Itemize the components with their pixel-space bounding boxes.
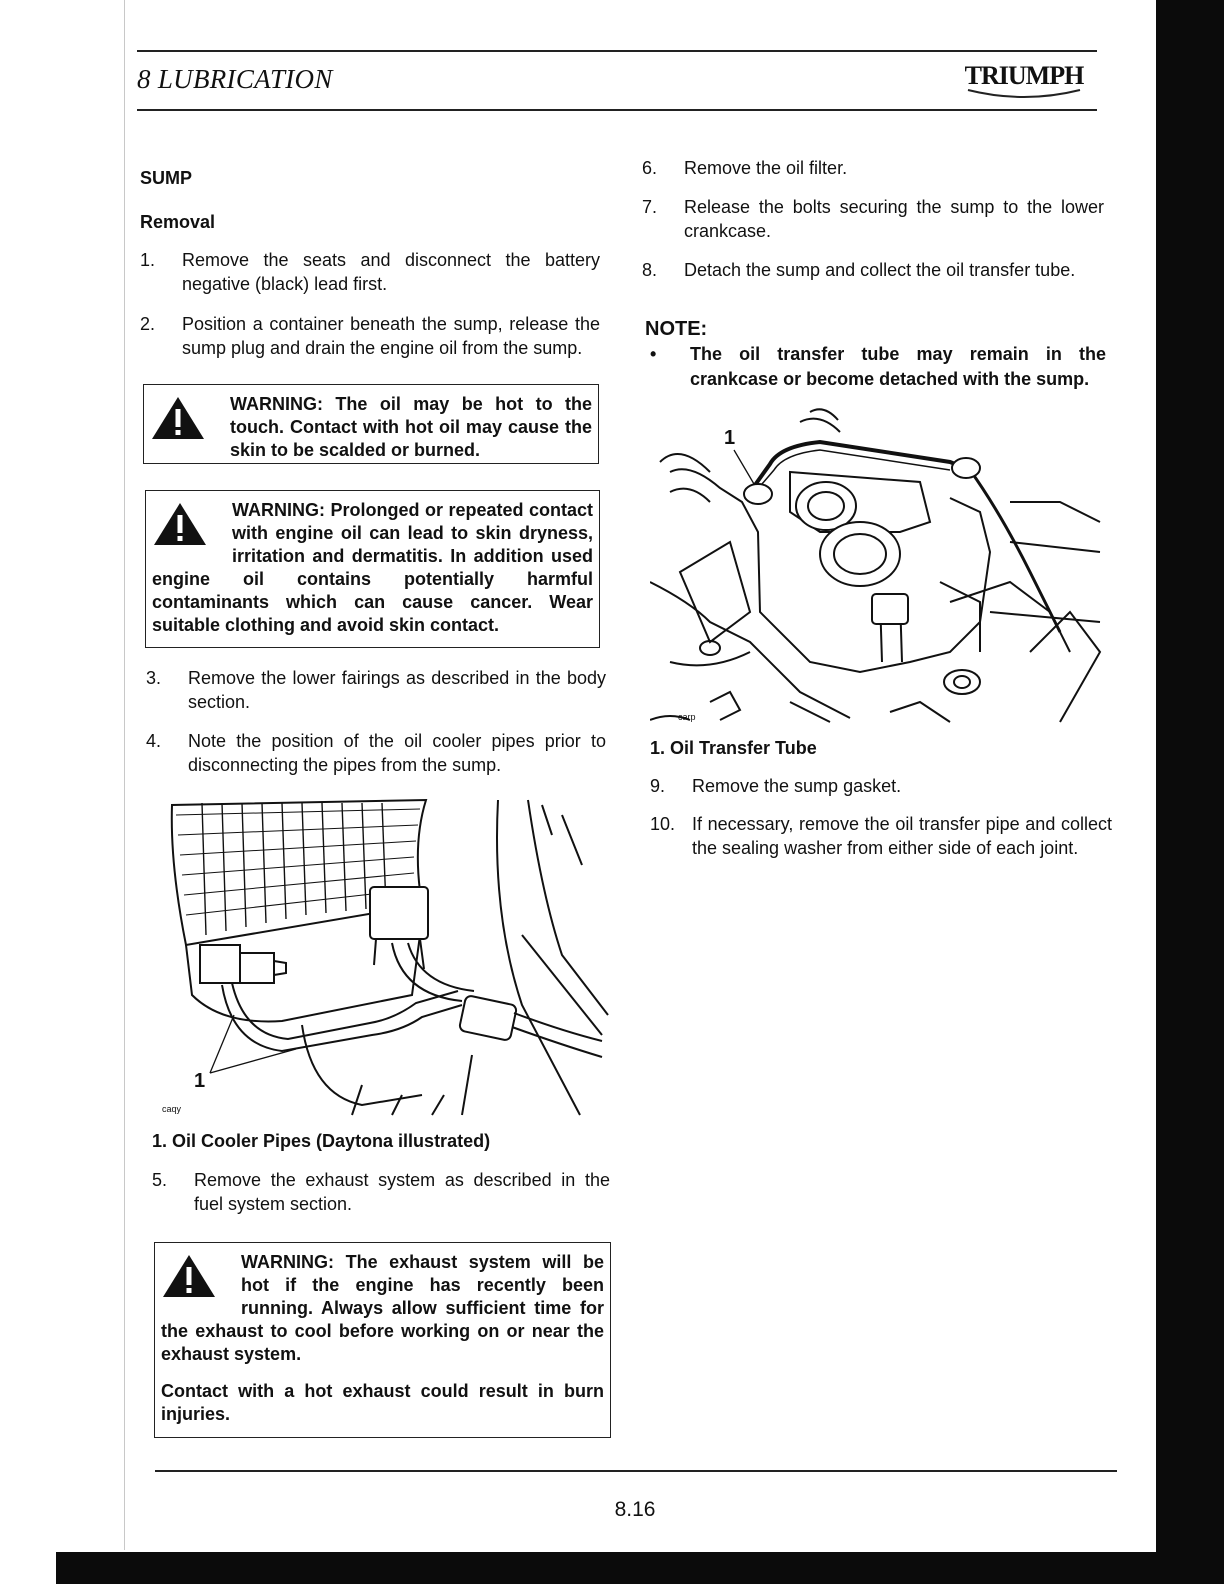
scan-border-bottom (0, 1552, 1160, 1584)
step-number: 5. (152, 1170, 168, 1190)
step-text: If necessary, remove the oil transfer pipe and collect the sealing washer from either side of each joint. (692, 814, 1112, 858)
figure-callout-number: 1 (194, 1070, 206, 1092)
scan-border-right (1156, 0, 1224, 1584)
figure-callout-number: 1 (724, 427, 736, 449)
footer-rule (155, 1470, 1117, 1472)
step-number: 7. (642, 197, 658, 217)
step-number: 6. (642, 158, 658, 178)
step-number: 1. (140, 250, 156, 270)
figure-caption: 1. Oil Transfer Tube (650, 738, 817, 758)
step-number: 3. (146, 668, 162, 688)
step-2 (140, 312, 600, 360)
page-margin-line (124, 0, 125, 1550)
step-text: Note the position of the oil cooler pipes prior to disconnecting the pipes from the sump. (188, 731, 606, 775)
step-3 (146, 666, 606, 714)
step-4 (146, 729, 606, 777)
note-bullet-item (646, 342, 1106, 392)
step-1 (140, 248, 600, 296)
header-bottom-rule (137, 109, 1097, 111)
warning-text: WARNING: Prolonged or repeated contact with engine oil can lead to skin dryness, irritation and dermatitis. In addition used engine oil contains potentially harmful contaminants which can cause cancer. Wear suitable clothing and avoid skin contact. (152, 500, 593, 635)
step-number: 4. (146, 731, 162, 751)
oil-transfer-tube-figure (650, 402, 1102, 724)
warning-text-burn: Contact with a hot exhaust could result in burn injuries. (161, 1381, 604, 1424)
step-text: Detach the sump and collect the oil transfer tube. (684, 260, 1076, 280)
step-6 (642, 156, 1104, 180)
warning-box-hot-oil (143, 384, 599, 464)
step-text: Remove the seats and disconnect the battery negative (black) lead first. (182, 250, 600, 294)
warning-box-prolonged-contact (145, 490, 600, 648)
step-text: Remove the oil filter. (684, 158, 848, 178)
step-text: Position a container beneath the sump, release the sump plug and drain the engine oil from the sump. (182, 314, 600, 358)
oil-cooler-pipes-figure (162, 795, 610, 1120)
warning-text: WARNING: The oil may be hot to the touch. Contact with hot oil may cause the skin to be scalded or burned. (230, 394, 592, 460)
bullet-icon: • (650, 344, 657, 364)
step-text: Remove the sump gasket. (692, 776, 902, 796)
warning-text: WARNING: The exhaust system will be hot if the engine has recently been running. Always allow sufficient time for the exhaust to cool before working on or near the exhaust system. (161, 1252, 604, 1364)
section-title: 8 LUBRICATION (137, 64, 333, 94)
warning-triangle-icon (161, 1253, 217, 1299)
warning-triangle-icon (152, 501, 208, 547)
step-text: Remove the lower fairings as described in the body section. (188, 668, 606, 712)
step-text: Remove the exhaust system as described in the fuel system section. (194, 1170, 610, 1214)
note-text: The oil transfer tube may remain in the crankcase or become detached with the sump. (690, 344, 1106, 389)
note-heading: NOTE: (645, 318, 708, 340)
subsection-heading: Removal (140, 212, 216, 232)
header-top-rule (137, 50, 1097, 52)
step-5 (152, 1168, 610, 1216)
figure-tag: carp (678, 712, 696, 722)
figure-tag: caqy (162, 1104, 182, 1114)
step-7 (642, 195, 1104, 243)
scan-border-gap (0, 1552, 56, 1584)
step-number: 8. (642, 260, 658, 280)
step-number: 2. (140, 314, 156, 334)
step-10 (650, 812, 1112, 860)
step-number: 10. (650, 814, 676, 834)
section-heading: SUMP (140, 168, 193, 188)
triumph-logo-text: TRIUMPH (964, 61, 1084, 90)
triumph-logo (950, 56, 1098, 100)
warning-triangle-icon (150, 395, 206, 441)
step-number: 9. (650, 776, 666, 796)
warning-box-hot-exhaust (154, 1242, 611, 1438)
figure-caption: 1. Oil Cooler Pipes (Daytona illustrated) (152, 1131, 491, 1151)
page-number: 8.16 (614, 1498, 656, 1521)
step-8 (642, 258, 1104, 282)
step-text: Release the bolts securing the sump to the lower crankcase. (684, 197, 1104, 241)
step-9 (650, 774, 1112, 798)
